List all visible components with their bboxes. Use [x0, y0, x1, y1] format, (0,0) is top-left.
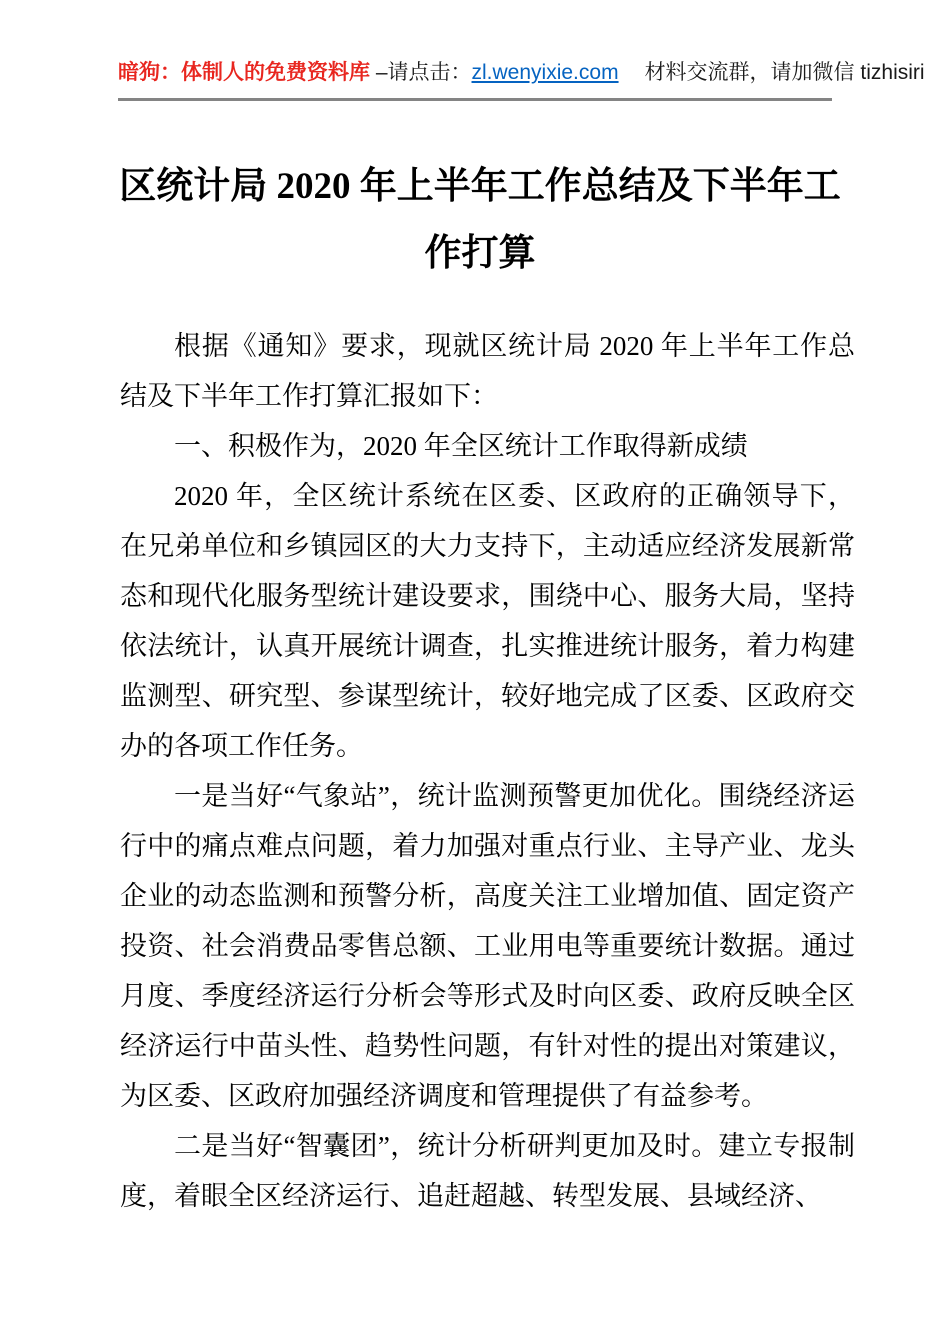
wechat-group-note: 材料交流群，请加微信 tizhisiri	[644, 61, 925, 84]
document-body	[120, 321, 855, 1221]
header-divider-rule	[118, 98, 832, 101]
click-hint-text: –请点击：	[370, 61, 472, 84]
promo-link[interactable]: zl.wenyixie.com	[471, 61, 619, 84]
paragraph-section-heading: 一、积极作为，2020 年全区统计工作取得新成绩	[174, 431, 748, 461]
paragraph-intro: 根据《通知》要求，现就区统计局 2020 年上半年工作总结及下半年工作打算汇报如下：	[120, 331, 855, 411]
document-title: 区统计局 2020 年上半年工作总结及下半年工作打算	[119, 166, 841, 274]
paragraph-overview: 2020 年，全区统计系统在区委、区政府的正确领导下，在兄弟单位和乡镇园区的大力支持下，主动适应经济发展新常态和现代化服务型统计建设要求，围绕中心、服务大局，坚持依法统计，认真开展统计调查，扎实推进统计服务，着力构建监测型、研究型、参谋型统计，较好地完成了区委、区政府交办的各项工作任务。	[120, 481, 855, 761]
promo-brand-text: 暗狗：体制人的免费资料库	[118, 61, 370, 84]
paragraph-point-two: 二是当好“智囊团”，统计分析研判更加及时。建立专报制度，着眼全区经济运行、追赶超越、转型发展、县域经济、	[120, 1131, 855, 1211]
paragraph-point-one: 一是当好“气象站”，统计监测预警更加优化。围绕经济运行中的痛点难点问题，着力加强对重点行业、主导产业、龙头企业的动态监测和预警分析，高度关注工业增加值、固定资产投资、社会消费品零售总额、工业用电等重要统计数据。通过月度、季度经济运行分析会等形式及时向区委、政府反映全区经济运行中苗头性、趋势性问题，有针对性的提出对策建议，为区委、区政府加强经济调度和管理提供了有益参考。	[120, 781, 855, 1111]
promo-header	[118, 0, 925, 89]
